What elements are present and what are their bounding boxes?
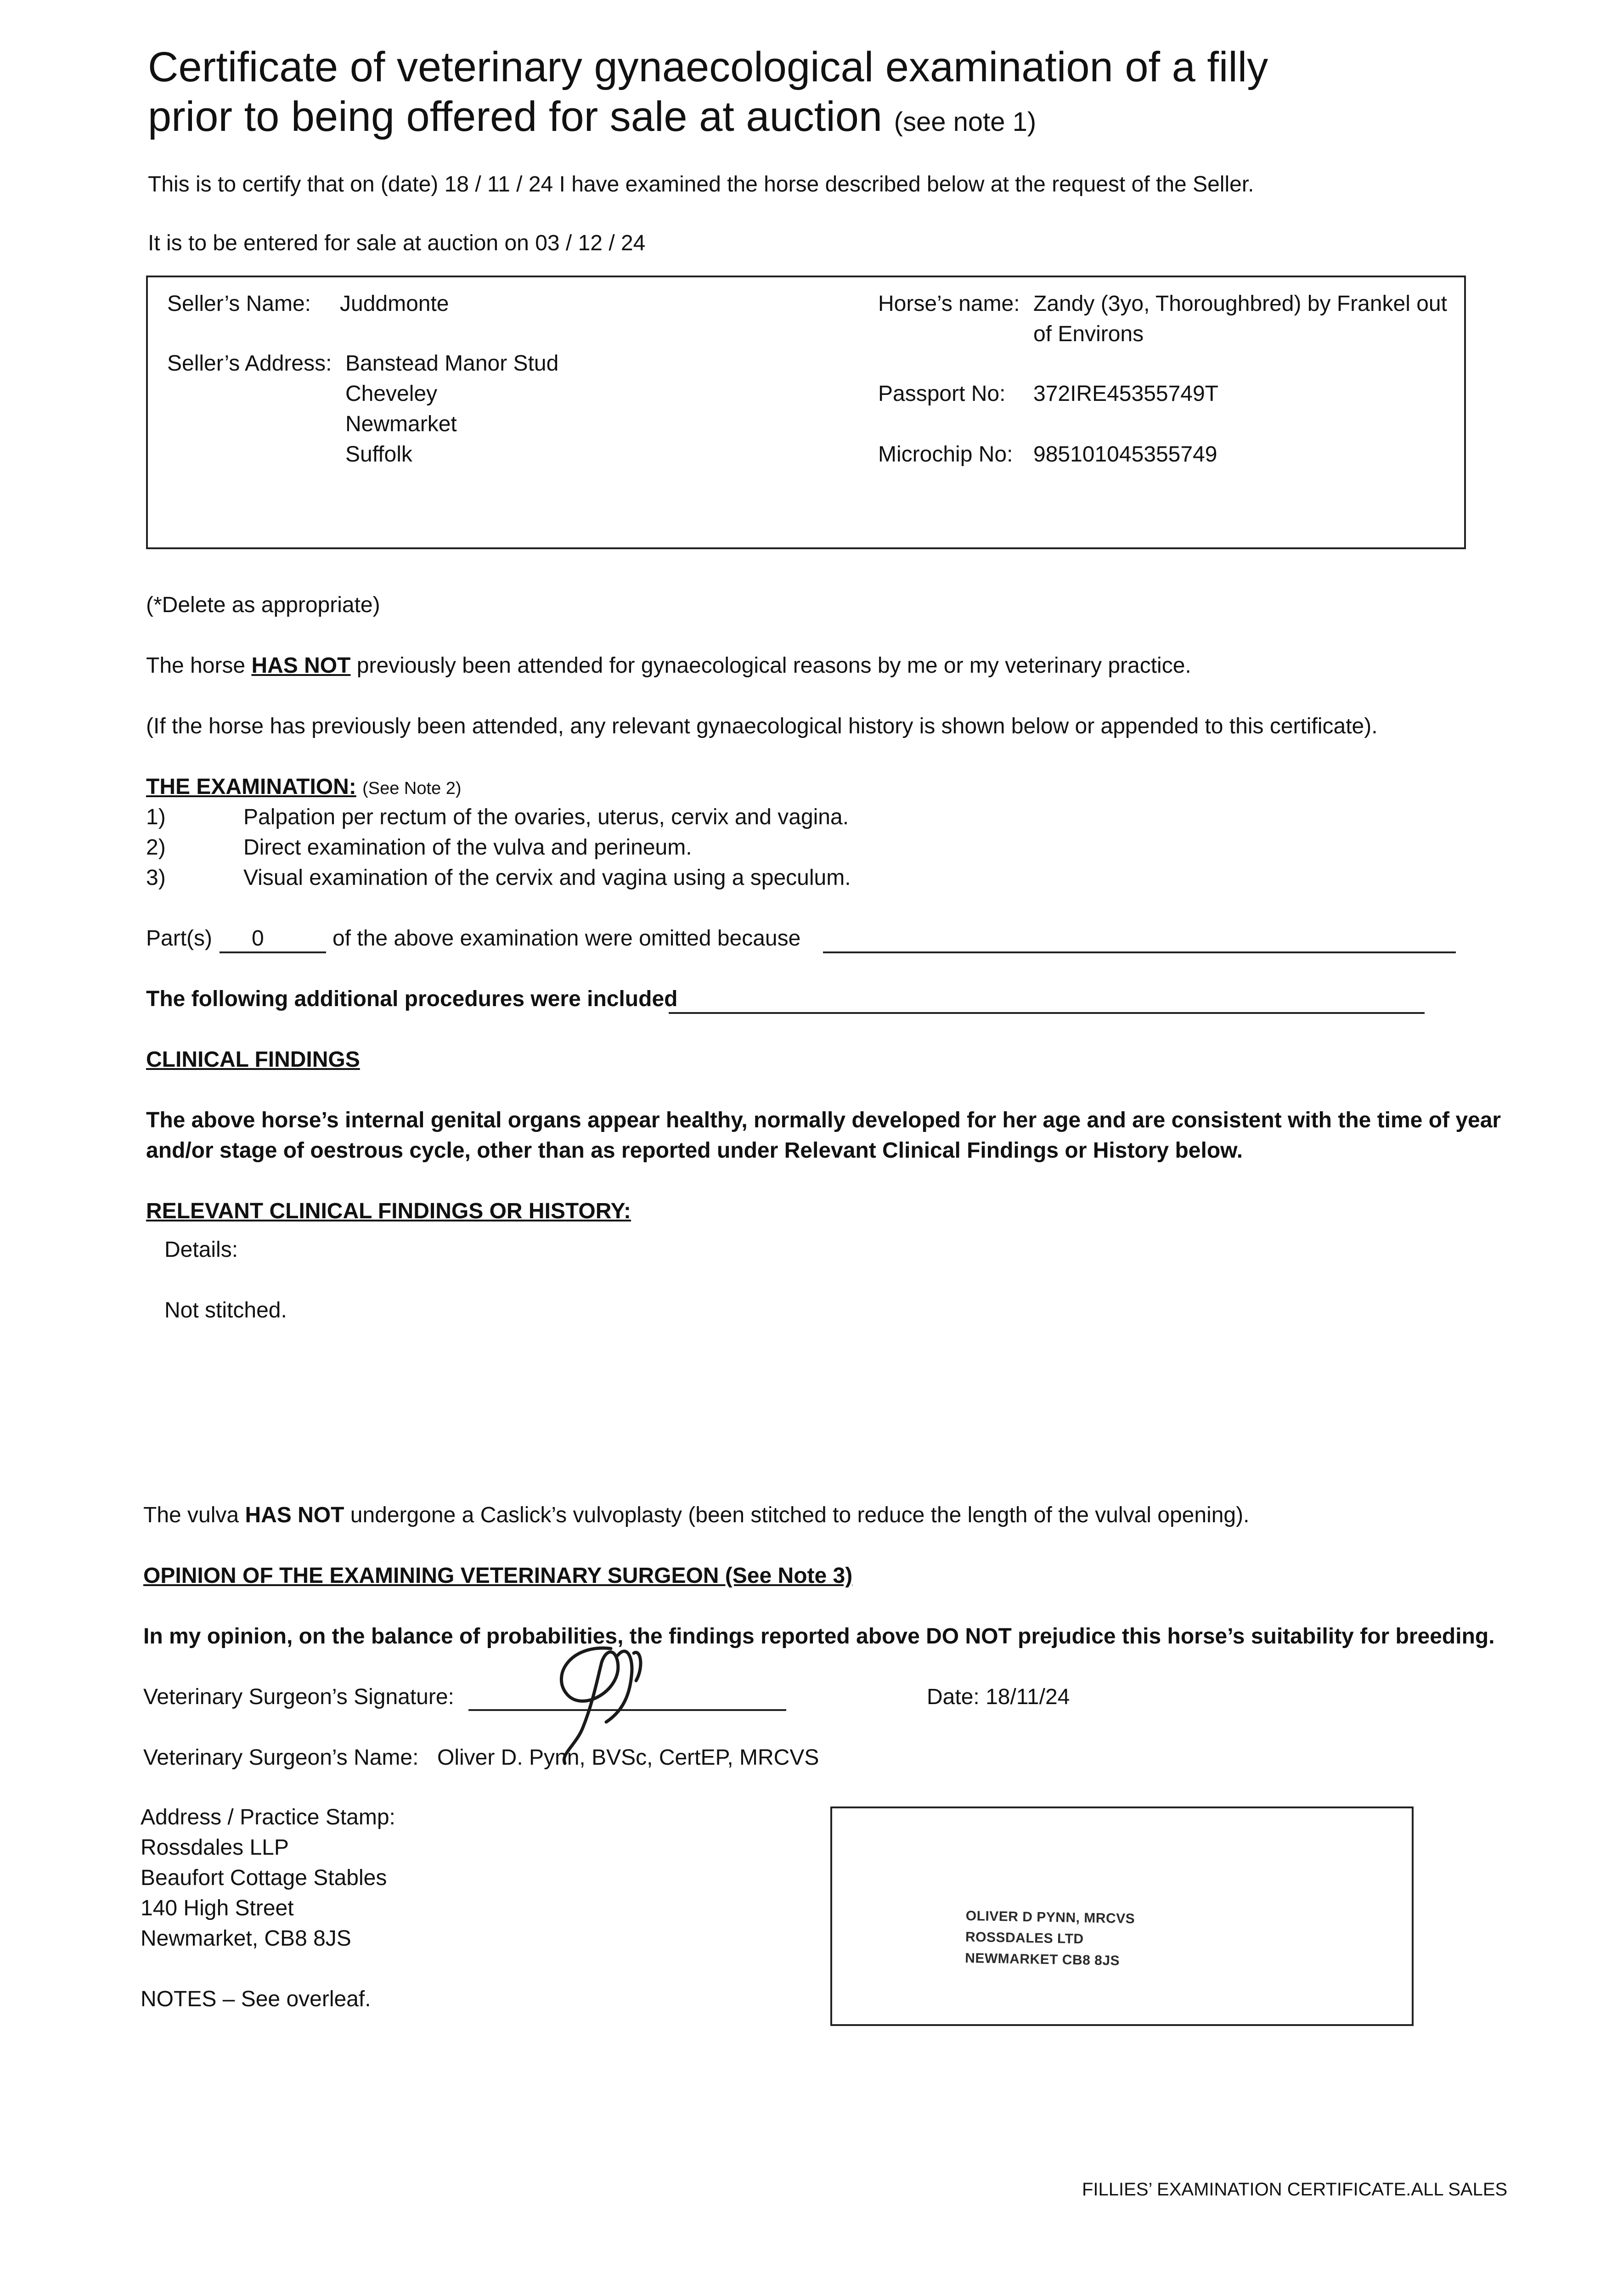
certify-statement: This is to certify that on (date) 18 / 11 / 24 I have examined the horse described below at the request of the Seller.	[148, 172, 1254, 197]
exam-item-number: 3)	[146, 866, 166, 890]
seller-address-line: Newmarket	[345, 412, 457, 436]
relevant-findings-heading: RELEVANT CLINICAL FINDINGS OR HISTORY:	[146, 1199, 631, 1223]
signature-date: Date: 18/11/24	[927, 1685, 1070, 1709]
opinion-text: In my opinion, on the balance of probabilities, the findings reported above DO NOT prejudice this horse’s suitability for breeding.	[143, 1624, 1495, 1649]
attended-statement	[146, 651, 1191, 681]
history-note: (If the horse has previously been attended, any relevant gynaecological history is shown below or appended to this certificate).	[146, 714, 1378, 738]
stamp-line: ROSSDALES LTD	[965, 1929, 1084, 1947]
practice-address-line: Newmarket, CB8 8JS	[141, 1926, 351, 1951]
auction-date-statement: It is to be entered for sale at auction on 03 / 12 / 24	[148, 231, 646, 255]
seller-name-value: Juddmonte	[340, 292, 449, 316]
practice-address-line: 140 High Street	[141, 1896, 294, 1920]
horse-name-value: Zandy (3yo, Thoroughbred) by Frankel out	[1033, 292, 1447, 316]
signature-label: Veterinary Surgeon’s Signature:	[143, 1685, 454, 1709]
examination-heading-row	[146, 772, 462, 803]
attended-emphasis: HAS NOT	[251, 653, 351, 678]
details-label: Details:	[164, 1238, 238, 1262]
exam-item-text: Direct examination of the vulva and perineum.	[243, 835, 692, 860]
additional-procedures-line	[669, 1012, 1425, 1014]
vulva-suffix: undergone a Caslick’s vulvoplasty (been stitched to reduce the length of the vulval opening).	[344, 1503, 1250, 1527]
stamp-line: NEWMARKET CB8 8JS	[964, 1950, 1120, 1969]
surgeon-name-label: Veterinary Surgeon’s Name:	[143, 1745, 419, 1770]
opinion-heading: OPINION OF THE EXAMINING VETERINARY SURGEON (See Note 3)	[143, 1564, 853, 1588]
exam-item-number: 2)	[146, 835, 166, 860]
attended-prefix: The horse	[146, 653, 252, 678]
practice-stamp-box	[830, 1806, 1414, 2026]
exam-item-text: Palpation per rectum of the ovaries, uterus, cervix and vagina.	[243, 805, 849, 829]
clinical-findings-text-cont: and/or stage of oestrous cycle, other than as reported under Relevant Clinical Findings or History below.	[146, 1138, 1243, 1163]
page-title-line-2	[148, 92, 1036, 147]
exam-item-number: 1)	[146, 805, 166, 829]
omitted-blank-line	[220, 951, 326, 953]
examination-note: (See Note 2)	[362, 779, 462, 798]
passport-label: Passport No:	[878, 382, 1006, 406]
attended-suffix: previously been attended for gynaecological reasons by me or my veterinary practice.	[350, 653, 1191, 678]
vulva-emphasis: HAS NOT	[245, 1503, 344, 1527]
title-line-2: prior to being offered for sale at auction	[148, 93, 883, 140]
practice-stamp-label: Address / Practice Stamp:	[141, 1805, 395, 1829]
clinical-findings-text: The above horse’s internal genital organs appear healthy, normally developed for her age and are consistent with the time of year	[146, 1108, 1501, 1132]
details-value: Not stitched.	[164, 1298, 287, 1322]
examination-heading: THE EXAMINATION:	[146, 775, 356, 799]
exam-item-text: Visual examination of the cervix and vagina using a speculum.	[243, 866, 851, 890]
passport-value: 372IRE45355749T	[1033, 382, 1218, 406]
omitted-label: Part(s)	[146, 926, 212, 951]
omitted-reason-line	[823, 951, 1456, 953]
title-note: (see note 1)	[894, 107, 1037, 137]
stamp-line: OLIVER D PYNN, MRCVS	[965, 1908, 1135, 1927]
footer-form-name: FILLIES’ EXAMINATION CERTIFICATE.ALL SALES	[1082, 2179, 1508, 2200]
vulva-statement	[143, 1501, 1249, 1530]
omitted-suffix: of the above examination were omitted because	[332, 926, 801, 951]
vulva-prefix: The vulva	[143, 1503, 245, 1527]
clinical-findings-heading: CLINICAL FINDINGS	[146, 1047, 360, 1072]
delete-note: (*Delete as appropriate)	[146, 593, 380, 617]
practice-address-line: Rossdales LLP	[141, 1835, 289, 1860]
horse-name-label: Horse’s name:	[878, 292, 1020, 316]
additional-procedures-label: The following additional procedures were included	[146, 987, 678, 1011]
notes-reference: NOTES – See overleaf.	[141, 1987, 371, 2011]
seller-address-line: Banstead Manor Stud	[345, 351, 559, 376]
microchip-label: Microchip No:	[878, 442, 1013, 467]
omitted-value: 0	[252, 926, 264, 951]
page-title	[148, 42, 1268, 92]
horse-details-box	[146, 276, 1466, 549]
microchip-value: 985101045355749	[1033, 442, 1217, 467]
seller-address-label: Seller’s Address:	[167, 351, 332, 376]
seller-address-line: Cheveley	[345, 382, 438, 406]
practice-address-line: Beaufort Cottage Stables	[141, 1866, 387, 1890]
seller-name-label: Seller’s Name:	[167, 292, 311, 316]
practice-stamp	[965, 1906, 1135, 1972]
surgeon-name-value: Oliver D. Pynn, BVSc, CertEP, MRCVS	[437, 1745, 819, 1770]
seller-address-line: Suffolk	[345, 442, 412, 467]
title-line-1: Certificate of veterinary gynaecological examination of a filly	[148, 44, 1268, 90]
horse-name-value-cont: of Environs	[1033, 322, 1144, 346]
